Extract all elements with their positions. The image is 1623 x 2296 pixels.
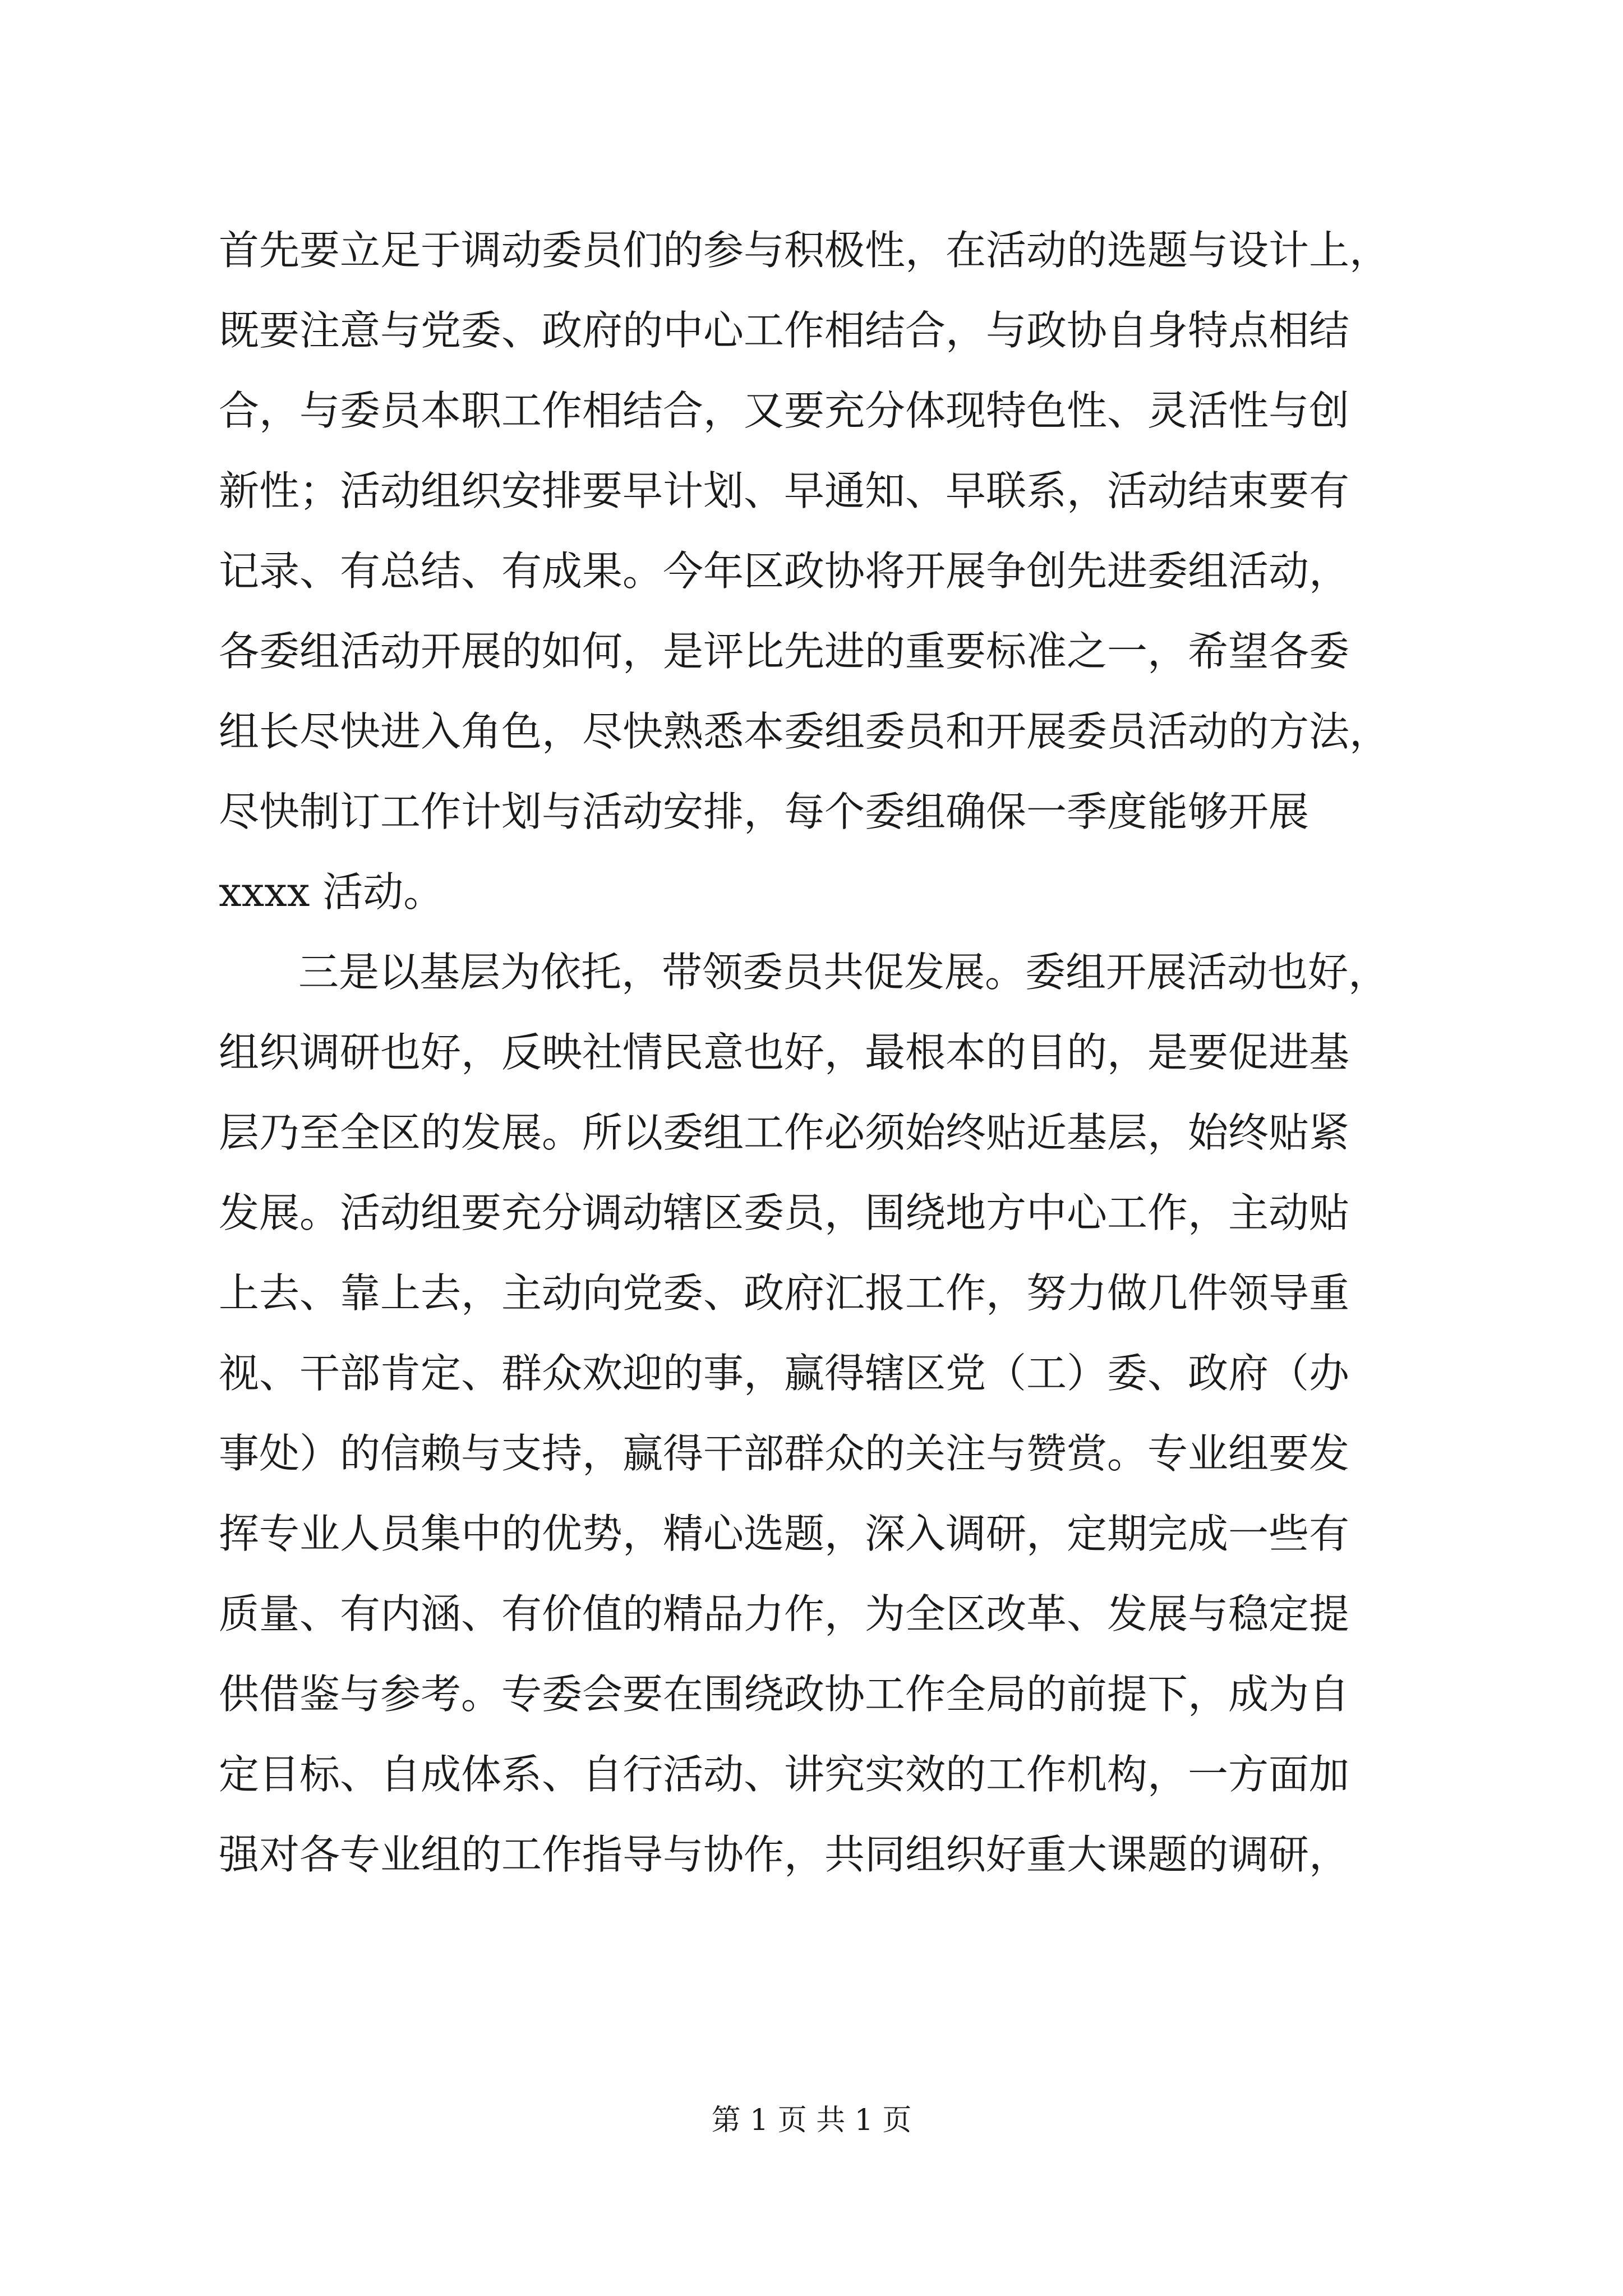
text-line: 供借鉴与参考。专委会要在围绕政协工作全局的前提下，成为自	[219, 1671, 1350, 1718]
paragraph-start-line: 三是以基层为依托，带领委员共促发展。委组开展活动也好，	[298, 949, 1389, 996]
text-line: 首先要立足于调动委员们的参与积极性，在活动的选题与设计上，	[219, 227, 1390, 274]
text-line: 合，与委员本职工作相结合，又要充分体现特色性、灵活性与创	[219, 387, 1350, 434]
text-line: 发展。活动组要充分调动辖区委员，围绕地方中心工作，主动贴	[219, 1189, 1350, 1236]
text-line: 视、干部肯定、群众欢迎的事，赢得辖区党（工）委、政府（办	[219, 1350, 1350, 1397]
text-line: 质量、有内涵、有价值的精品力作，为全区改革、发展与稳定提	[219, 1590, 1350, 1637]
text-line: 层乃至全区的发展。所以委组工作必须始终贴近基层，始终贴紧	[219, 1109, 1350, 1156]
page-footer	[0, 2101, 1623, 2140]
text-line: 上去、靠上去，主动向党委、政府汇报工作，努力做几件领导重	[219, 1269, 1350, 1317]
text-line: 新性；活动组织安排要早计划、早通知、早联系，活动结束要有	[219, 467, 1350, 514]
text-line: 强对各专业组的工作指导与协作，共同组织好重大课题的调研，	[219, 1831, 1350, 1878]
text-line: 挥专业人员集中的优势，精心选题，深入调研，定期完成一些有	[219, 1510, 1350, 1557]
page-number: 第 1 页 共 1 页	[711, 2104, 912, 2137]
text-line: 组织调研也好，反映社情民意也好，最根本的目的，是要促进基	[219, 1029, 1350, 1076]
text-line: xxxx 活动。	[219, 868, 444, 915]
text-line: 事处）的信赖与支持，赢得干部群众的关注与赞赏。专业组要发	[219, 1430, 1350, 1477]
text-line: 既要注意与党委、政府的中心工作相结合，与政协自身特点相结	[219, 307, 1350, 354]
text-line: 定目标、自成体系、自行活动、讲究实效的工作机构，一方面加	[219, 1751, 1350, 1798]
body-text	[219, 210, 1481, 1895]
text-line: 组长尽快进入角色，尽快熟悉本委组委员和开展委员活动的方法，	[219, 708, 1390, 755]
text-line: 各委组活动开展的如何，是评比先进的重要标准之一，希望各委	[219, 628, 1350, 675]
text-line: 记录、有总结、有成果。今年区政协将开展争创先进委组活动，	[219, 547, 1350, 595]
text-line: 尽快制订工作计划与活动安排，每个委组确保一季度能够开展	[219, 788, 1310, 835]
